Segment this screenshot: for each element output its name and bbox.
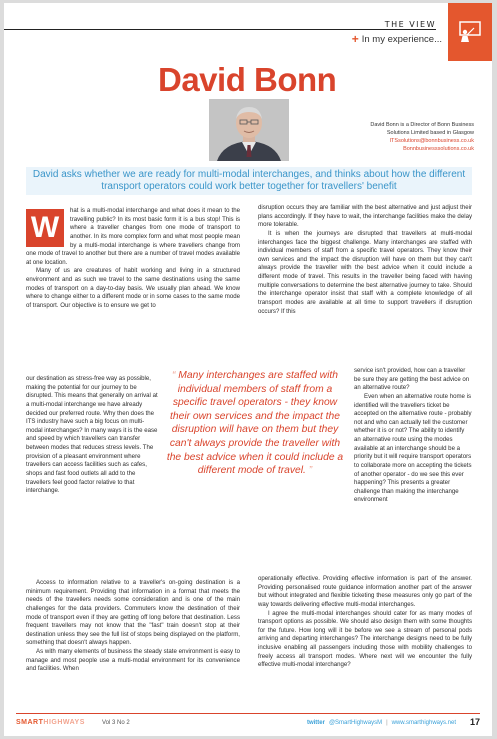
- bio-line: Solutions Limited based in Glasgow: [386, 130, 474, 136]
- article-paragraph: disruption occurs they are familiar with the best alternative and just adjust their plans accordingly. If they have to wait, the interchange facilities make the delay more tolerable.: [258, 204, 472, 229]
- footer-social: [307, 720, 456, 726]
- author-bio: [324, 121, 474, 153]
- article-paragraph: Even when an alternative route home is identified will the travellers ticket be accepted on the alternative route - probably not and who can actually tell the customer whether it is or not? The ability to identify an alternative route using the modes available at an interchange should be a priority but it will require transport operators to collaborate more on accepting the tickets of another operator - do we see this ever happening? This presents a greater challenge than making the interchange environment: [354, 392, 472, 504]
- pull-quote-text: Many interchanges are staffed with individual members of staff from a specific travel operators - they know their own services and the impact the disruption will have on them but they can't always provide the traveller with the best advice when it could include a different mode of travel.: [166, 370, 344, 477]
- article-column-right-top: [258, 204, 472, 316]
- issue-number: Vol 3 No 2: [102, 720, 130, 726]
- page-number: 17: [469, 717, 480, 727]
- twitter-handle-link[interactable]: @SmartHighwaysM: [328, 720, 383, 726]
- article-paragraph: It is when the journeys are disrupted that travellers at multi-modal interchanges face the biggest challenge. Many interchanges are staffed with individual members of staff from a specific travel operators. They know their own services and the impact the disruption will have on them but they can't always provide the traveller with the best advice when it could include a different mode of travel. This results in the traveller being faced with having multiple conversations to determine the best alternative journey to take. Should the interchange operator insist that staff with a complete knowledge of all transport modes are available at all time to support travellers if disruption occurs? If this: [258, 229, 472, 315]
- bio-line: David Bonn is a Director of Bonn Business: [370, 122, 474, 128]
- close-quote-mark: ”: [305, 465, 313, 477]
- drop-cap: W: [26, 209, 64, 247]
- plus-icon: +: [351, 32, 359, 46]
- footer-divider: [16, 713, 480, 714]
- article-column-right-bottom: [258, 575, 472, 670]
- page-footer: [16, 718, 480, 732]
- article-column-left-top: [26, 207, 240, 311]
- article-column-left-bottom: [26, 579, 240, 674]
- author-website-link[interactable]: Bonnbusinesssolutions.co.uk: [403, 146, 474, 152]
- article-column-left-mid: [26, 375, 158, 496]
- article-paragraph: our destination as stress-free way as possible, making the potential for our journey to be disrupted. This means that generally on arrival at a multi-modal interchange we have already decided our preferred route. Why then does the ITS industry have such a big focus on multi-modal interchanges? In many ways it is the ease and speed by which travellers can transfer between modes that reduces stress levels. The provision of a pleasant environment where travellers can access facilities such as cafes, shops and fast food outlets all add to the travellers feel good factor relative to that interchange.: [26, 375, 158, 495]
- magazine-logo: SMARTHIGHWAYS: [16, 719, 85, 726]
- article-paragraph: hat is a multi-modal interchange and what does it mean to the travelling public? In its most basic form it is a bus stop! This is where a traveller changes from one mode of transport to another. In its more complex form and what most people mean by a multi-modal interchange is where travellers change from one mode of travel to another but there are a number of travel modes available at one location.: [26, 207, 240, 266]
- section-corner-tab: [448, 3, 492, 61]
- article-paragraph: Many of us are creatures of habit working and living in a structured environment and as such we travel to the same destinations using the same modes of transport on a day-to-day basis. We usually plan ahead. We know where to change either to a different mode or in some cases to the same mode of transport. Our objective is to ensure we get to: [26, 267, 240, 309]
- article-paragraph: I agree the multi-modal interchanges should cater for as many modes of transport options as possible. We should also design them with some thoughts for the future. How long will it be before we see a stream of personal pods arriving and departing interchanges? The interchange designs need to be fully inclusive enabling all passengers including those with mobility challenges to freely access all transport modes. Where next will we encounter the fully effective multi-modal interchange?: [258, 609, 472, 669]
- section-subtitle: [352, 34, 442, 45]
- article-column-right-mid: [354, 367, 472, 505]
- author-email-link[interactable]: ITSsolutions@bonnbusiness.co.uk: [389, 138, 474, 144]
- open-quote-mark: “: [172, 370, 179, 381]
- author-photo: [209, 99, 289, 161]
- article-paragraph: Access to information relative to a traveller's on-going destination is a minimum requirement. Providing that information in a format that meets the needs of the travellers needs some consideration and is one of the main challenges for the data providers. Commuters know the destination of their mode of transport even if they are getting off long before that destination. Less frequent travellers may not know that the "fast" train doesn't stop at their destination unless they see the full list of stops being displayed on the platform, something that doesn't always happen.: [26, 579, 240, 647]
- section-subtitle-text: In my experience...: [361, 34, 442, 45]
- pull-quote: [162, 369, 348, 478]
- article-paragraph: As with many elements of business the steady state environment is easy to manage and most people use a multi-modal environment for its convenience and facilities. When: [26, 648, 240, 673]
- website-link[interactable]: www.smarthighways.net: [391, 720, 456, 726]
- section-divider: [4, 29, 436, 30]
- footer-separator: |: [386, 720, 388, 726]
- section-title: THE VIEW: [384, 20, 436, 29]
- twitter-logo: twitter: [306, 720, 325, 726]
- magazine-page: [4, 3, 492, 736]
- standfirst: David asks whether we are ready for multi-modal interchanges, and thinks about how the different transport operators could work better together for travellers' benefit: [26, 167, 472, 195]
- article-paragraph: service isn't provided, how can a traveller be sure they are getting the best advice on an alternative route?: [354, 367, 470, 392]
- article-paragraph: operationally effective. Providing effective information is part of the answer. Providing personalised route guidance information another part of the answer but without integrated and flexible ticketing these measures only go part of the way towards delivering effective multi-modal interchanges.: [258, 575, 472, 608]
- author-name: David Bonn: [158, 61, 337, 98]
- presenter-icon: [458, 21, 482, 43]
